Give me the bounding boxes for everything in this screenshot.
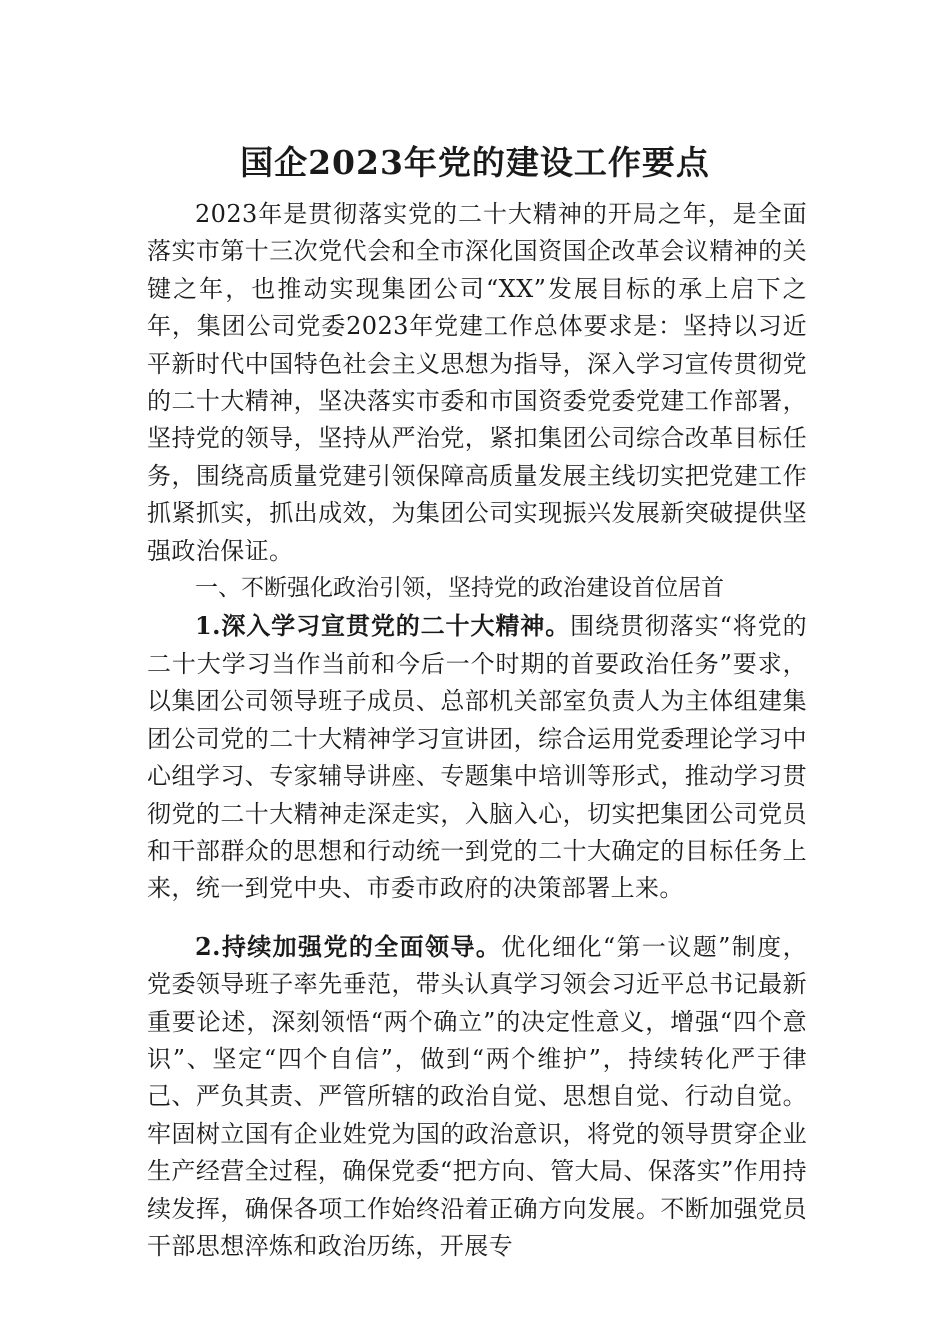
- intro-paragraph: 2023年是贯彻落实党的二十大精神的开局之年，是全面落实市第十三次党代会和全市深化国资国企改革会议精神的关键之年，也推动实现集团公司“XX”发展目标的承上启下之年，集团公司党委2023年党建工作总体要求是：坚持以习近平新时代中国特色社会主义思想为指导，深入学习宣传贯彻党的二十大精神，坚决落实市委和市国资委党委党建工作部署，坚持党的领导，坚持从严治党，紧扣集团公司综合改革目标任务，围绕高质量党建引领保障高质量发展主线切实把党建工作抓紧抓实，抓出成效，为集团公司实现振兴发展新突破提供坚强政治保证。: [147, 200, 807, 565]
- paragraph-spacer: [147, 908, 807, 928]
- document-body: [147, 196, 807, 1265]
- item-paragraph-2: [147, 928, 807, 1266]
- item-text-1: 围绕贯彻落实“将党的二十大学习当作当前和今后一个时期的首要政治任务”要求，以集团公司领导班子成员、总部机关部室负责人为主体组建集团公司党的二十大精神学习宣讲团，综合运用党委理论学习中心组学习、专家辅导讲座、专题集中培训等形式，推动学习贯彻党的二十大精神走深走实，入脑入心，切实把集团公司党员和干部群众的思想和行动统一到党的二十大确定的目标任务上来，统一到党中央、市委市政府的决策部署上来。: [147, 612, 807, 903]
- item-paragraph-1: [147, 607, 807, 907]
- document-title: 国企2023年党的建设工作要点: [240, 143, 710, 182]
- item-text-2: 优化细化“第一议题”制度，党委领导班子率先垂范，带头认真学习领会习近平总书记最新重要论述，深刻领悟“两个确立”的决定性意义，增强“四个意识”、坚定“四个自信”，做到“两个维护”，持续转化严于律己、严负其责、严管所辖的政治自觉、思想自觉、行动自觉。牢固树立国有企业姓党为国的政治意识，将党的领导贯穿企业生产经营全过程，确保党委“把方向、管大局、保落实”作用持续发挥，确保各项工作始终沿着正确方向发展。不断加强党员干部思想淬炼和政治历练，开展专: [147, 932, 807, 1260]
- section-heading-1: 一、不断强化政治引领，坚持党的政治建设首位居首: [195, 575, 724, 602]
- item-lead-2: 2.持续加强党的全面领导。: [195, 931, 502, 961]
- item-lead-1: 1.深入学习宣贯党的二十大精神。: [195, 611, 571, 641]
